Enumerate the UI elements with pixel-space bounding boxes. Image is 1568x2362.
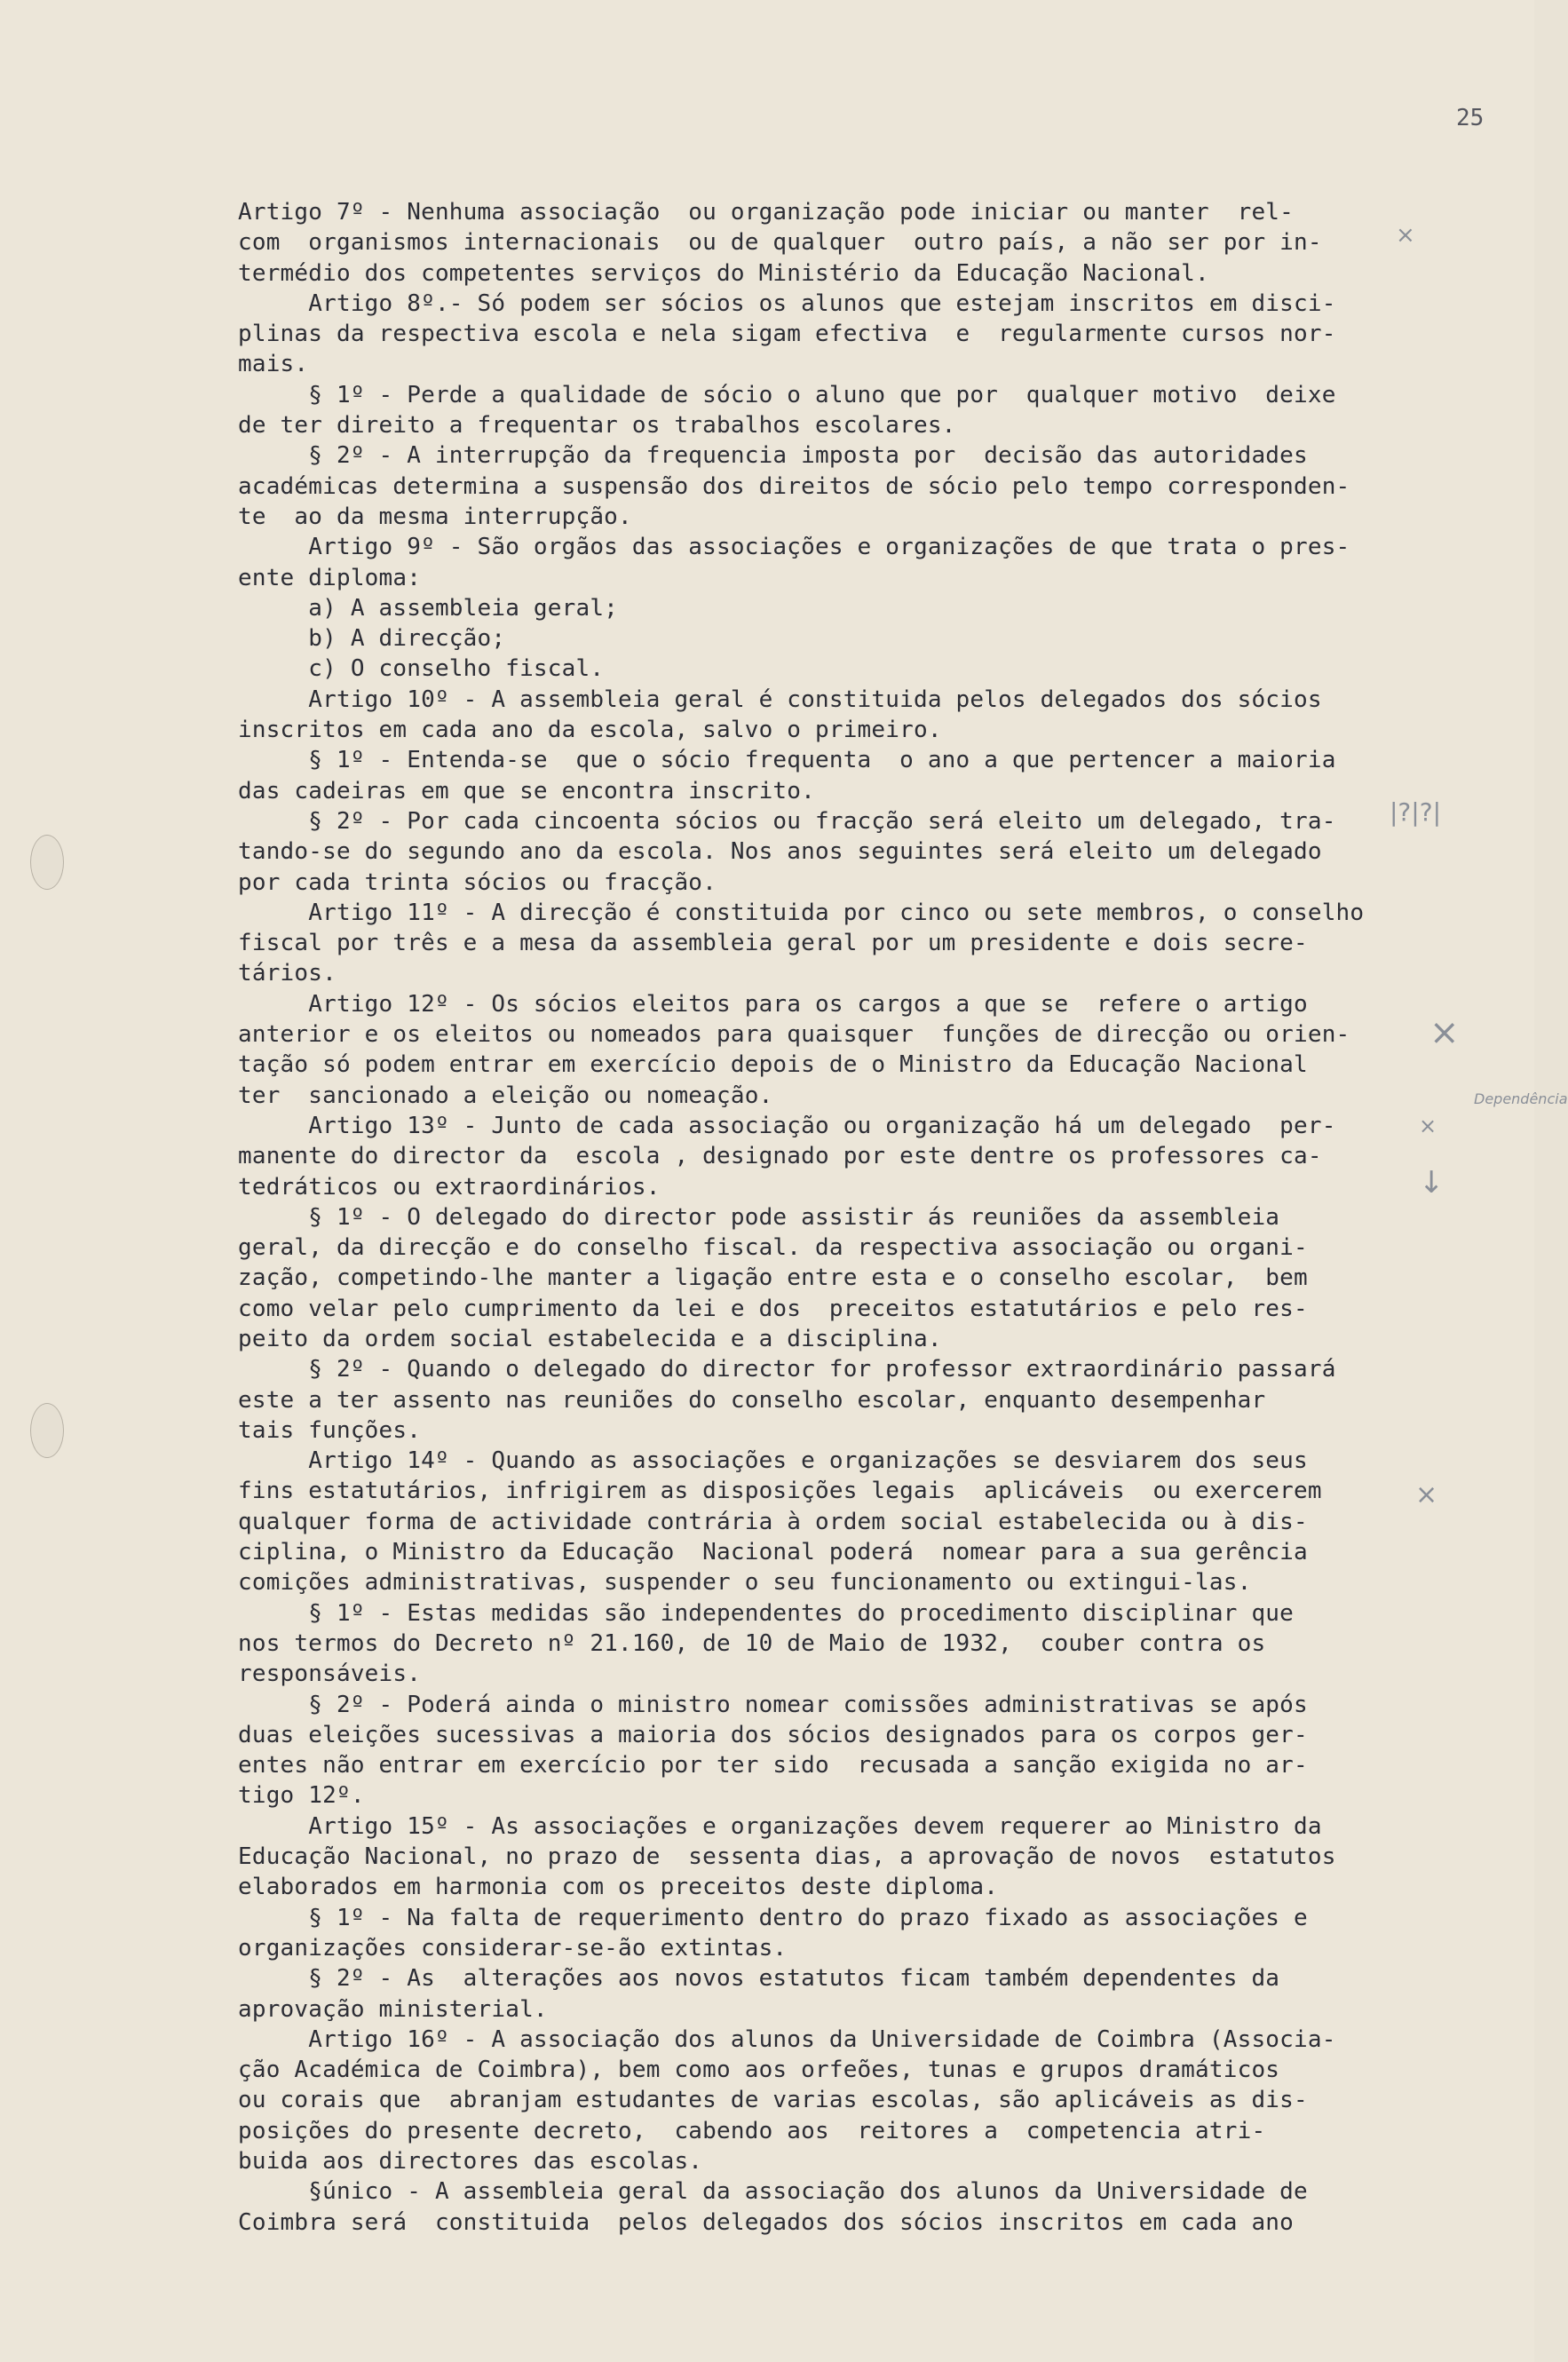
text-line: buida aos directores das escolas.: [238, 2148, 703, 2175]
text-line: comições administrativas, suspender o seu funcionamento ou extingui-las.: [238, 1569, 1252, 1597]
text-line: nos termos do Decreto nº 21.160, de 10 de Maio de 1932, couber contra os: [238, 1629, 1266, 1657]
text-line: § 2º - Quando o delegado do director for professor extraordinário passará: [238, 1356, 1336, 1383]
text-line: Artigo 13º - Junto de cada associação ou organização há um delegado per-: [238, 1112, 1336, 1139]
text-line: tando-se do segundo ano da escola. Nos anos seguintes será eleito um delegado: [238, 838, 1322, 866]
text-line: aprovação ministerial.: [238, 1995, 548, 2023]
text-line: das cadeiras em que se encontra inscrito.: [238, 777, 815, 805]
text-line: Artigo 7º - Nenhuma associação ou organização pode iniciar ou manter rel-: [238, 199, 1294, 226]
text-line: fiscal por três e a mesa da assembleia geral por um presidente e dois secre-: [238, 930, 1308, 957]
text-line: Artigo 14º - Quando as associações e organizações se desviarem dos seus: [238, 1447, 1308, 1475]
text-line: tários.: [238, 960, 337, 987]
text-line: b) A direcção;: [238, 625, 506, 653]
text-line: fins estatutários, infrigirem as disposições legais aplicáveis ou exercerem: [238, 1478, 1322, 1505]
text-line: Artigo 10º - A assembleia geral é constituida pelos delegados dos sócios: [238, 686, 1322, 713]
text-line: termédio dos competentes serviços do Ministério da Educação Nacional.: [238, 259, 1209, 287]
text-line: ter sancionado a eleição ou nomeação.: [238, 1082, 773, 1109]
text-line: anterior e os eleitos ou nomeados para quaisquer funções de direcção ou orien-: [238, 1021, 1350, 1049]
margin-mark-x: ×: [1429, 1012, 1460, 1053]
text-line: § 1º - Na falta de requerimento dentro do prazo fixado as associações e: [238, 1904, 1308, 1931]
text-line: geral, da direcção e do conselho fiscal. da respectiva associação ou organi-: [238, 1234, 1308, 1262]
text-line: Artigo 11º - A direcção é constituida por cinco ou sete membros, o conselho: [238, 899, 1365, 926]
text-line: tedráticos ou extraordinários.: [238, 1173, 661, 1201]
text-line: plinas da respectiva escola e nela sigam efectiva e regularmente cursos nor-: [238, 321, 1336, 348]
text-line: qualquer forma de actividade contrária à ordem social estabelecida ou à dis-: [238, 1508, 1308, 1535]
text-line: § 2º - Poderá ainda o ministro nomear comissões administrativas se após: [238, 1691, 1308, 1718]
text-line: como velar pelo cumprimento da lei e dos preceitos estatutários e pelo res-: [238, 1295, 1308, 1322]
punch-hole-top: [30, 835, 64, 890]
text-line: Educação Nacional, no prazo de sessenta dias, a aprovação de novos estatutos: [238, 1843, 1336, 1871]
text-line: § 2º - As alterações aos novos estatutos ficam também dependentes da: [238, 1965, 1280, 1993]
text-line: Artigo 12º - Os sócios eleitos para os cargos a que se refere o artigo: [238, 990, 1308, 1018]
text-line: entes não entrar em exercício por ter sido recusada a sanção exigida no ar-: [238, 1752, 1308, 1779]
text-line: zação, competindo-lhe manter a ligação entre esta e o conselho escolar, bem: [238, 1264, 1308, 1292]
text-line: § 2º - Por cada cincoenta sócios ou fracção será eleito um delegado, tra-: [238, 807, 1336, 835]
text-line: Artigo 15º - As associações e organizações devem requerer ao Ministro da: [238, 1812, 1322, 1840]
text-line: tação só podem entrar em exercício depois de o Ministro da Educação Nacional: [238, 1051, 1308, 1079]
text-line: ciplina, o Ministro da Educação Nacional poderá nomear para a sua gerência: [238, 1539, 1308, 1566]
margin-mark-x: ×: [1419, 1114, 1437, 1138]
text-line: com organismos internacionais ou de qualquer outro país, a não ser por in-: [238, 229, 1322, 257]
text-line: ção Académica de Coimbra), bem como aos orfeões, tunas e grupos dramáticos: [238, 2057, 1280, 2084]
text-line: Artigo 9º - São orgãos das associações e organizações de que trata o pres-: [238, 534, 1350, 561]
text-line: ente diploma:: [238, 564, 422, 591]
text-line: peito da ordem social estabelecida e a disciplina.: [238, 1325, 942, 1352]
margin-note-handwritten: Dependência: [1474, 1090, 1568, 1107]
text-line: a) A assembleia geral;: [238, 594, 619, 622]
text-line: responsáveis.: [238, 1661, 422, 1688]
text-line: § 1º - Entenda-se que o sócio frequenta o ano a que pertencer a maioria: [238, 747, 1336, 774]
text-line: Artigo 8º.- Só podem ser sócios os alunos que estejam inscritos em disci-: [238, 289, 1336, 317]
text-line: de ter direito a frequentar os trabalhos escolares.: [238, 412, 956, 440]
text-line: ou corais que abranjam estudantes de varias escolas, são aplicáveis as dis-: [238, 2087, 1308, 2114]
text-line: por cada trinta sócios ou fracção.: [238, 868, 717, 896]
text-line: posições do presente decreto, cabendo aos reitores a competencia atri-: [238, 2117, 1266, 2144]
text-line: te ao da mesma interrupção.: [238, 503, 632, 530]
text-line: este a ter assento nas reuniões do conselho escolar, enquanto desempenhar: [238, 1386, 1266, 1414]
body-text: [238, 197, 1419, 2238]
text-line: tigo 12º.: [238, 1782, 365, 1810]
margin-mark-x: ×: [1396, 222, 1415, 249]
text-line: § 1º - Perde a qualidade de sócio o aluno que por qualquer motivo deixe: [238, 381, 1336, 408]
text-line: c) O conselho fiscal.: [238, 655, 605, 683]
text-line: Artigo 16º - A associação dos alunos da Universidade de Coimbra (Associa-: [238, 2025, 1336, 2053]
text-line: organizações considerar-se-ão extintas.: [238, 1934, 788, 1962]
text-line: § 1º - O delegado do director pode assistir ás reuniões da assembleia: [238, 1203, 1280, 1231]
text-line: tais funções.: [238, 1416, 422, 1444]
page-number: 25: [1456, 105, 1485, 131]
text-line: manente do director da escola , designado por este dentre os professores ca-: [238, 1143, 1322, 1170]
margin-mark-arrow: ↓: [1419, 1165, 1445, 1201]
text-line: mais.: [238, 351, 309, 378]
text-line: Coimbra será constituida pelos delegados dos sócios inscritos em cada ano: [238, 2208, 1294, 2236]
margin-mark-x: ×: [1415, 1479, 1438, 1510]
text-line: §único - A assembleia geral da associação dos alunos da Universidade de: [238, 2178, 1308, 2206]
text-line: elaborados em harmonia com os preceitos deste diploma.: [238, 1874, 999, 1901]
text-line: inscritos em cada ano da escola, salvo o primeiro.: [238, 717, 942, 744]
text-line: duas eleições sucessivas a maioria dos sócios designados para os corpos ger-: [238, 1721, 1308, 1748]
text-line: académicas determina a suspensão dos direitos de sócio pelo tempo corresponden-: [238, 472, 1350, 500]
punch-hole-bottom: [30, 1403, 64, 1458]
text-line: § 2º - A interrupção da frequencia imposta por decisão das autoridades: [238, 442, 1308, 470]
text-line: § 1º - Estas medidas são independentes do procedimento disciplinar que: [238, 1599, 1294, 1627]
margin-mark-question: |?|?|: [1390, 797, 1442, 827]
